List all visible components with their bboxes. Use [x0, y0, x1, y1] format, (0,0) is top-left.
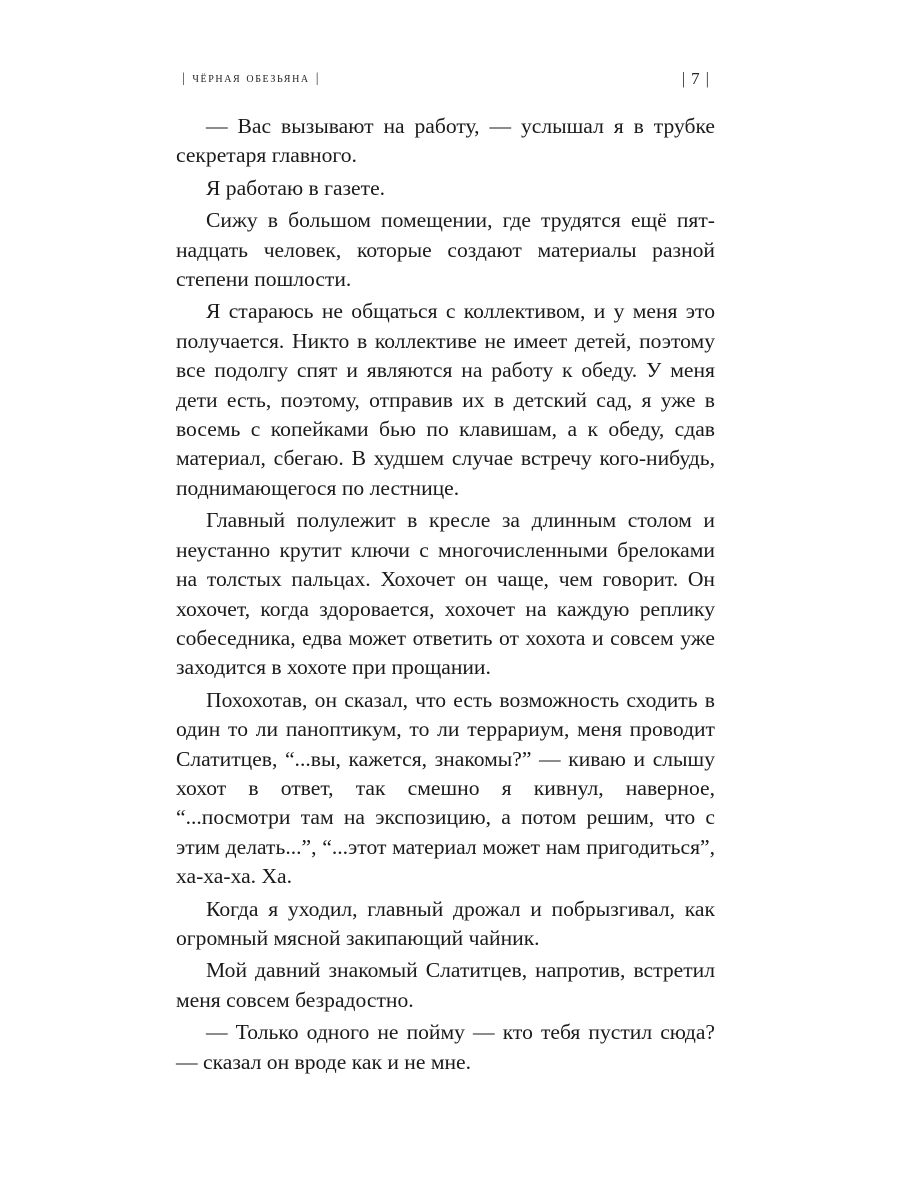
running-title — [176, 71, 326, 87]
separator-bar: | — [315, 71, 321, 86]
paragraph: Похохотав, он сказал, что есть возможность сходить в один то ли паноптикум, то ли террариум, меня проводит Слатитцев, “...вы, кажется, знакомы?” — киваю и слышу хохот в ответ, так смешно я кивнул, наверное, “...посмотри там на экспозицию, а потом решим, что с этим делать...”, “...этот материал может нам пригодиться”, ха-ха-ха. Ха. — [176, 687, 715, 889]
paragraph: Когда я уходил, главный дрожал и побрызгивал, как огромный мясной закипающий чайник. — [176, 896, 715, 950]
paragraph: Я стараюсь не общаться с коллективом, и у меня это получается. Никто в коллективе не имеет детей, поэтому все подолгу спят и являются на работу к обеду. У меня дети есть, поэтому, отправив их в детский сад, я уже в восемь с копейками бью по клавишам, а к обеду, сдав материал, сбегаю. В худшем случае встречу кого-нибудь, поднимающегося по лестнице. — [176, 299, 715, 500]
separator-bar: | — [705, 69, 709, 88]
body-text — [176, 112, 715, 1080]
paragraph: Главный полулежит в кресле за длинным столом и неустанно крутит ключи с многочисленными брелоками на толстых пальцах. Хохочет он чаще, чем говорит. Он хохочет, когда здоровается, хохочет на каждую реплику собеседника, едва может ответить от хохота и совсем уже заходится в хохоте при прощании. — [176, 508, 715, 680]
paragraph: Я работаю в газете. — [206, 175, 386, 200]
separator-bar: | — [182, 71, 187, 86]
paragraph: Мой давний знакомый Слатитцев, напротив, встретил меня совсем безрадостно. — [176, 958, 715, 1012]
paragraph: — Только одного не пойму — кто тебя пустил сюда? — сказал он вроде как и не мне. — [176, 1020, 715, 1074]
separator-bar: | — [681, 69, 686, 88]
paragraph: Сижу в большом помещении, где трудятся ещё пятнадцать человек, которые создают материалы разной степени пошлости. — [176, 208, 715, 292]
page-number: 7 — [691, 69, 700, 88]
book-title: чёрная обезьяна — [192, 71, 310, 86]
running-head — [176, 69, 715, 95]
paragraph: — Вас вызывают на работу, — услышал я в трубке секретаря главного. — [176, 114, 715, 168]
page-number-group — [676, 69, 715, 89]
